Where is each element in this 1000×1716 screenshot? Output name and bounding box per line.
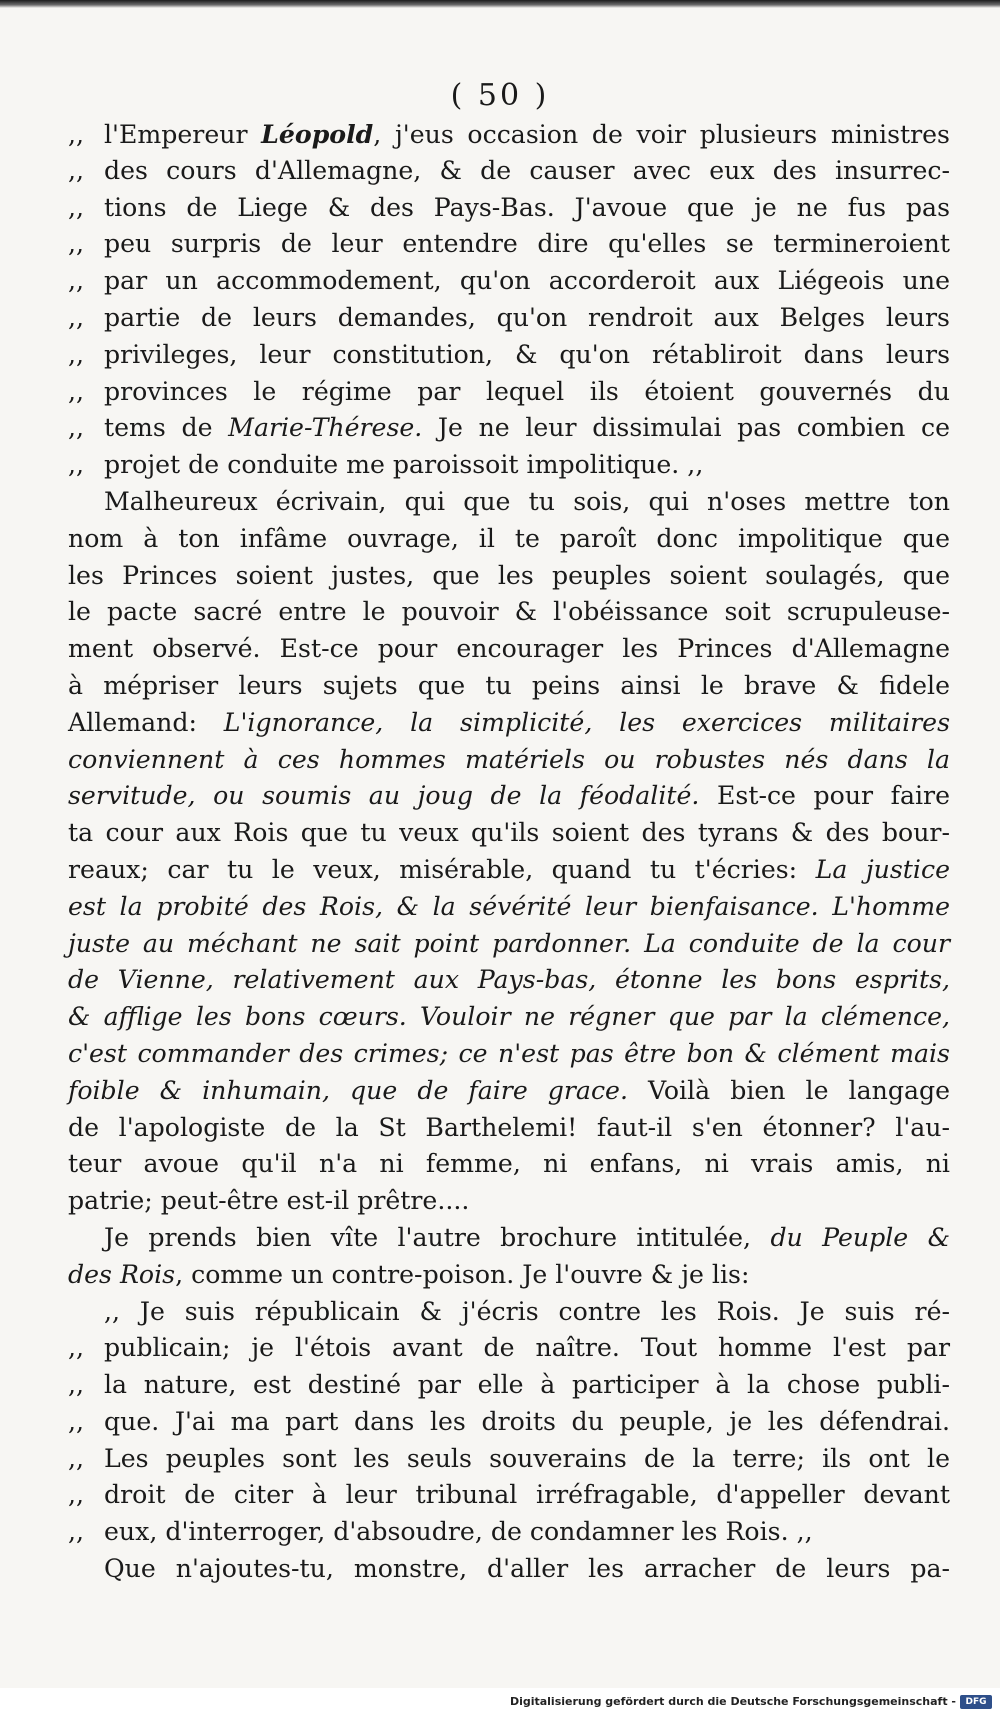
text-segment: tions de Liege & des Pays-Bas. J'avoue que je ne fus pas <box>104 192 950 222</box>
text-segment: Allemand: <box>68 707 224 737</box>
text-segment: reaux; car tu le veux, misérable, quand tu t'écries: <box>68 854 816 884</box>
text-line <box>68 374 950 411</box>
footer <box>0 1688 1000 1716</box>
text-segment: peu surpris de leur entendre dire qu'elles se termineroient <box>104 229 950 259</box>
italic-text: juste au méchant ne sait point pardonner. La conduite de la cour <box>68 928 950 958</box>
text-segment: par un accommodement, qu'on accorderoit aux Liégeois une <box>104 266 950 296</box>
italic-text: est la probité des Rois, & la sévérité leur bienfaisance. L'homme <box>68 891 950 921</box>
page-top-edge <box>0 0 1000 8</box>
text-segment: teur avoue qu'il n'a ni femme, ni enfans, ni vrais amis, ni <box>68 1149 950 1179</box>
text-segment: que. J'ai ma part dans les droits du peuple, je les défendrai. <box>104 1406 950 1436</box>
text-line <box>68 226 950 263</box>
quote-mark: ,, <box>68 120 85 149</box>
text-segment: , comme un contre-poison. Je l'ouvre & je lis: <box>175 1259 750 1289</box>
text-segment: Que n'ajoutes-tu, monstre, d'aller les arracher de leurs pa- <box>104 1554 950 1584</box>
text-segment: privileges, leur constitution, & qu'on rétabliroit dans leurs <box>104 339 950 369</box>
text-segment: l'Empereur <box>104 120 262 149</box>
quote-mark: ,, <box>68 376 85 406</box>
text-line <box>68 594 950 631</box>
text-segment: des cours d'Allemagne, & de causer avec eux des insurrec- <box>104 155 950 185</box>
text-segment: tems de <box>104 413 229 443</box>
quote-mark: ,, <box>68 229 85 259</box>
italic-text: des Rois <box>68 1259 176 1289</box>
text-segment: Les peuples sont les seuls souverains de la terre; ils ont le <box>104 1443 950 1473</box>
quote-mark: ,, <box>68 1406 85 1436</box>
quote-mark: ,, <box>68 1370 85 1400</box>
body-text <box>68 116 950 1588</box>
text-segment: nom à ton infâme ouvrage, il te paroît donc impolitique que <box>68 523 950 553</box>
quote-mark: ,, <box>68 1517 85 1547</box>
quote-mark: ,, <box>68 266 85 296</box>
text-segment: , j'eus occasion de voir plusieurs ministres <box>373 120 950 149</box>
text-line <box>68 1110 950 1147</box>
quote-mark: ,, <box>68 1480 85 1510</box>
quote-mark: ,, <box>68 450 85 480</box>
text-segment: ,, Je suis républicain & j'écris contre les Rois. Je suis ré- <box>104 1296 950 1326</box>
italic-text: L'ignorance, la simplicité, les exercices militaires <box>223 707 950 737</box>
text-line <box>68 631 950 668</box>
text-line <box>68 1073 950 1110</box>
italic-text: de Vienne, relativement aux Pays-bas, étonne les bons esprits, <box>68 965 950 995</box>
dfg-logo: DFG <box>960 1695 992 1709</box>
text-line <box>68 889 950 926</box>
text-line <box>68 153 950 190</box>
text-segment: patrie; peut-être est-il prêtre.... <box>68 1186 470 1216</box>
text-line <box>68 705 950 742</box>
text-line <box>68 999 950 1036</box>
page-number: ( 50 ) <box>450 78 550 113</box>
text-line <box>68 852 950 889</box>
quote-mark: ,, <box>68 1333 85 1363</box>
text-line <box>68 742 950 779</box>
text-segment: ment observé. Est-ce pour encourager les Princes d'Allemagne <box>68 634 950 664</box>
text-line <box>68 337 950 374</box>
italic-text: servitude, ou soumis au joug de la féodalité. <box>68 781 700 811</box>
text-line <box>68 1036 950 1073</box>
text-line <box>68 1294 950 1331</box>
text-line <box>68 1551 950 1588</box>
text-line <box>68 1441 950 1478</box>
text-line <box>68 300 950 337</box>
text-line <box>68 558 950 595</box>
text-line <box>68 962 950 999</box>
text-line <box>68 1404 950 1441</box>
quote-mark: ,, <box>68 192 85 222</box>
text-segment: droit de citer à leur tribunal irréfragable, d'appeller devant <box>104 1480 950 1510</box>
text-line <box>68 1477 950 1514</box>
text-segment: Je ne leur dissimulai pas combien ce <box>422 413 950 443</box>
text-segment: publicain; je l'étois avant de naître. Tout homme l'est par <box>104 1333 950 1363</box>
text-line <box>68 410 950 447</box>
quote-mark: ,, <box>68 1443 85 1473</box>
text-line <box>68 1146 950 1183</box>
text-line <box>68 263 950 300</box>
text-line <box>68 1257 950 1294</box>
text-line <box>68 1220 950 1257</box>
text-line <box>68 668 950 705</box>
italic-text: Léopold <box>261 119 374 149</box>
text-segment: de l'apologiste de la St Barthelemi! faut-il s'en étonner? l'au- <box>68 1112 950 1142</box>
italic-text: conviennent à ces hommes matériels ou robustes nés dans la <box>68 744 950 774</box>
text-line <box>68 190 950 227</box>
text-line <box>68 521 950 558</box>
text-segment: Malheureux écrivain, qui que tu sois, qui n'oses mettre ton <box>104 486 950 516</box>
quote-mark: ,, <box>68 155 85 185</box>
text-segment: Je prends bien vîte l'autre brochure intitulée, <box>104 1222 771 1252</box>
text-segment: provinces le régime par lequel ils étoient gouvernés du <box>104 376 950 406</box>
text-segment: Voilà bien le langage <box>627 1075 950 1105</box>
quote-mark: ,, <box>68 302 85 332</box>
text-segment: ta cour aux Rois que tu veux qu'ils soient des tyrans & des bour- <box>68 818 950 848</box>
italic-text: du Peuple & <box>770 1222 950 1252</box>
italic-text: & afflige les bons cœurs. Vouloir ne régner que par la clémence, <box>68 1002 950 1032</box>
text-line <box>68 778 950 815</box>
text-segment: le pacte sacré entre le pouvoir & l'obéissance soit scrupuleuse- <box>68 597 950 627</box>
text-line <box>68 1183 950 1220</box>
text-line <box>68 1514 950 1551</box>
text-line <box>68 1330 950 1367</box>
text-segment: partie de leurs demandes, qu'on rendroit aux Belges leurs <box>104 302 950 332</box>
italic-text: La justice <box>815 854 950 884</box>
text-segment: eux, d'interroger, d'absoudre, de condamner les Rois. ,, <box>104 1517 813 1547</box>
text-line <box>68 116 950 153</box>
quote-mark: ,, <box>68 339 85 369</box>
text-line <box>68 484 950 521</box>
text-line <box>68 815 950 852</box>
italic-text: c'est commander des crimes; ce n'est pas être bon & clément mais <box>68 1038 950 1068</box>
italic-text: foible & inhumain, que de faire grace. <box>68 1075 628 1105</box>
text-segment: à mépriser leurs sujets que tu peins ainsi le brave & fidele <box>68 670 950 700</box>
text-segment: projet de conduite me paroissoit impolitique. ,, <box>104 450 704 480</box>
text-segment: les Princes soient justes, que les peuples soient soulagés, que <box>68 560 950 590</box>
italic-text: Marie-Thérese. <box>228 413 423 443</box>
text-line <box>68 1367 950 1404</box>
text-line <box>68 447 950 484</box>
text-segment: la nature, est destiné par elle à participer à la chose publi- <box>104 1370 950 1400</box>
text-line <box>68 926 950 963</box>
footer-credit: Digitalisierung gefördert durch die Deutsche Forschungsgemeinschaft - <box>509 1695 956 1708</box>
text-segment: Est-ce pour faire <box>699 781 950 811</box>
quote-mark: ,, <box>68 413 85 443</box>
